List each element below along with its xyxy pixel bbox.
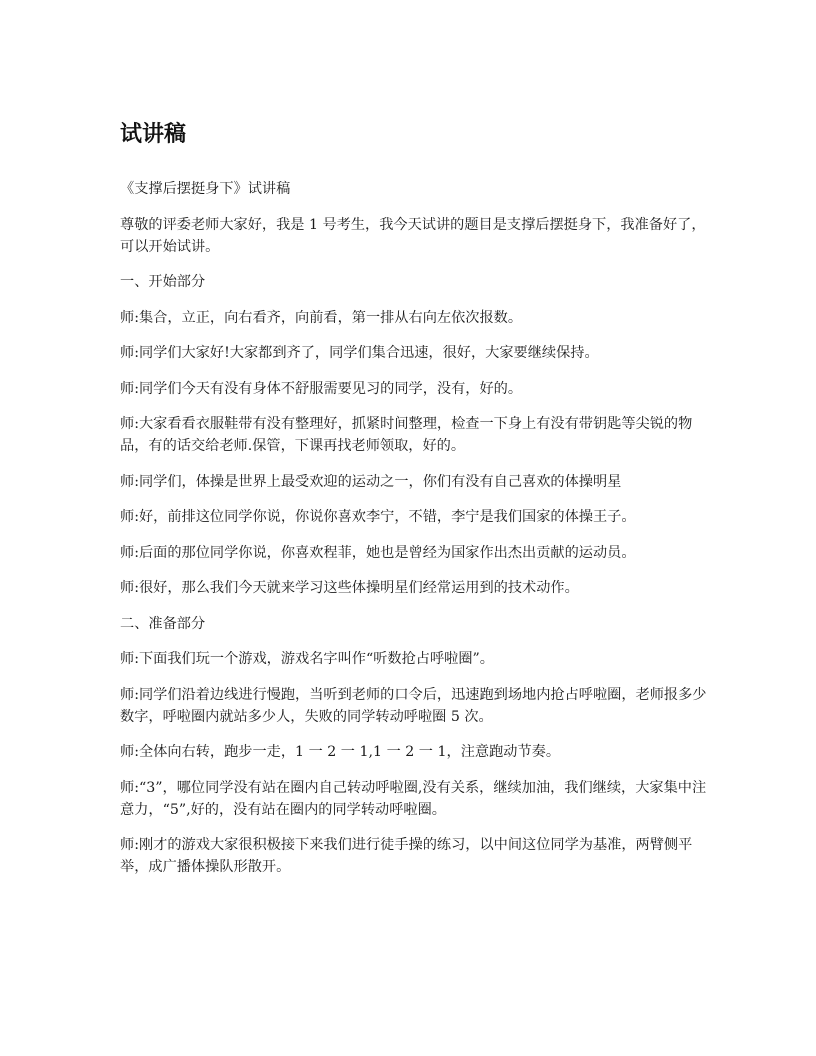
- document-page: [120, 118, 710, 892]
- lesson-subtitle: 《支撑后摆挺身下》试讲稿: [120, 181, 291, 197]
- dialogue-line: 师:刚才的游戏大家很积极接下来我们进行徒手操的练习，以中间这位同学为基准，两臂侧平举，成广播体操队形散开。: [120, 837, 693, 875]
- dialogue-line: 师:集合，立正，向右看齐，向前看，第一排从右向左依次报数。: [120, 309, 523, 326]
- dialogue-line: 师:下面我们玩一个游戏，游戏名字叫作“听数抢占呼啦圈”。: [120, 651, 494, 667]
- dialogue-line: 师:全体向右转，跑步一走，1 一 2 一 1,1 一 2 一 1，注意跑动节奏。: [120, 744, 561, 760]
- dialogue-line: 师:大家看看衣服鞋带有没有整理好，抓紧时间整理，检查一下身上有没有带钥匙等尖锐的物品，有的话交给老师.保管，下课再找老师领取，好的。: [120, 416, 693, 454]
- dialogue-line: 师:“3”，哪位同学没有站在圈内自己转动呼啦圈,没有关系，继续加油，我们继续，大家集中注意力，“5”,好的，没有站在圈内的同学转动呼啦圈。: [120, 779, 707, 818]
- dialogue-line: 师:后面的那位同学你说，你喜欢程菲，她也是曾经为国家作出杰出贡献的运动员。: [120, 544, 636, 561]
- dialogue-line: 师:同学们沿着边线进行慢跑，当听到老师的口令后，迅速跑到场地内抢占呼啦圈，老师报多少数字，呼啦圈内就站多少人，失败的同学转动呼啦圈 5 次。: [120, 686, 707, 725]
- section-heading-start: 一、开始部分: [120, 274, 206, 290]
- dialogue-line: 师:好，前排这位同学你说，你说你喜欢李宁，不错，李宁是我们国家的体操王子。: [120, 509, 636, 525]
- section-heading-prep: 二、准备部分: [120, 615, 206, 632]
- dialogue-line: 师:很好，那么我们今天就来学习这些体操明星们经常运用到的技术动作。: [120, 580, 579, 596]
- dialogue-line: 师:同学们大家好!大家都到齐了，同学们集合迅速，很好，大家要继续保持。: [120, 345, 599, 361]
- document-title: 试讲稿: [120, 122, 187, 147]
- dialogue-line: 师:同学们今天有没有身体不舒服需要见习的同学，没有，好的。: [120, 380, 523, 397]
- dialogue-line: 师:同学们，体操是世界上最受欢迎的运动之一，你们有没有自己喜欢的体操明星: [120, 473, 622, 490]
- opening-greeting: 尊敬的评委老师大家好，我是 1 号考生，我今天试讲的题目是支撑后摆挺身下，我准备好了，可以开始试讲。: [120, 216, 706, 255]
